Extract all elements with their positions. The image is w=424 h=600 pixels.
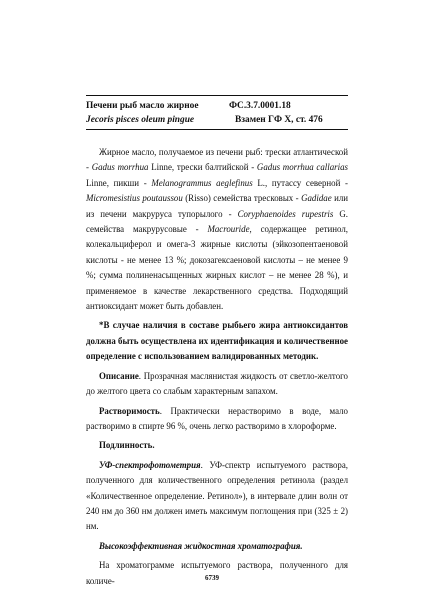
definition-paragraph: Жирное масло, получаемое из печени рыб: трески атлантической - Gadus morrhua Linne, трески балтийской - Gadus morrhua callarias Linne, пикши - Melanogrammus aeglefinus L., путассу северной - Micromesistius poutaussou (Risso) семейства тресковых - Gadidae или из печени макруруса тупорылого - Coryphaenoides rupestris G. семейства макрурусовые - Macrouride, содержащее ретинол, колекальциферол и омега-3 жирные кислоты (эйкозопентаеновой кислоты - не менее 13 %; докозагексаеновой кислоты – не менее 9 %; сумма полиненасыщенных жирных кислот – не менее 28 %), и применяемое в качестве лекарственного средства. Подходящий антиоксидант может быть добавлен. [86, 147, 348, 312]
monograph-latin-title: Jecoris pisces oleum pingue [86, 115, 195, 125]
hplc-heading: Высокоэффективная жидкостная хроматография. [99, 540, 303, 551]
header-bottom-rule [86, 129, 348, 130]
monograph-replaces: Взамен ГФ X, ст. 476 [235, 115, 323, 125]
document-body [86, 145, 348, 589]
identification-heading: Подлинность. [99, 440, 155, 451]
uv-spectro-paragraph: УФ-спектрофотометрия. УФ-спектр испытуемого раствора, полученного для количественного определения ретинола (раздел «Количественное определение. Ретинол»), в интервале длин волн от 240 нм до 360 нм должен иметь максимум поглощения при (325 ± 2) нм. [86, 459, 348, 532]
chromatogram-paragraph: На хроматограмме испытуемого раствора, полученного для количе- [86, 560, 348, 586]
solubility-paragraph: Растворимость. Практически нерастворимо в воде, мало растворимо в спирте 96 %, очень легко растворимо в хлороформе. [86, 405, 348, 431]
header-top-rule [86, 95, 348, 96]
antioxidant-note: *В случае наличия в составе рыбьего жира антиоксидантов должна быть осуществлена их идентификация и количественное определение с использованием валидированных методик. [86, 320, 348, 362]
monograph-code: ФС.3.7.0001.18 [229, 101, 291, 111]
description-paragraph: Описание. Прозрачная маслянистая жидкость от светло-желтого до желтого цвета со слабым характерным запахом. [86, 370, 348, 397]
monograph-title: Печени рыб масло жирное [86, 101, 199, 111]
page-number: 6739 [205, 574, 219, 582]
